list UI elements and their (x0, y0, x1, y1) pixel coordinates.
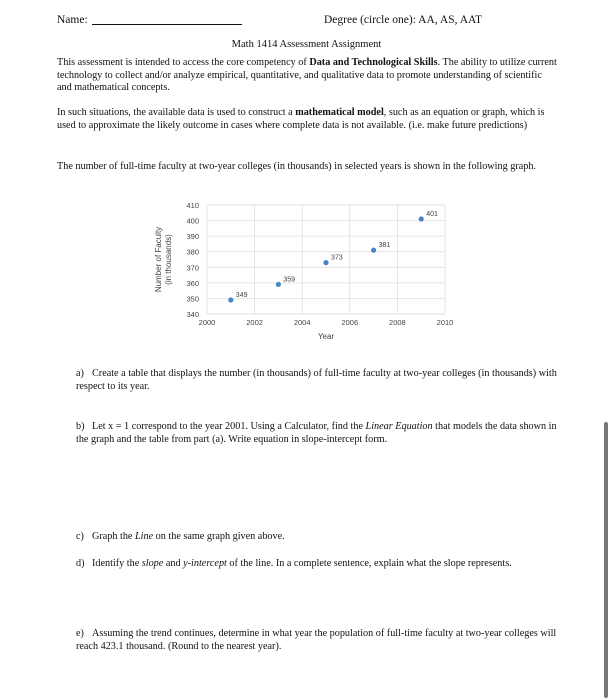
question-d-text-end: of the line. In a complete sentence, explain what the slope represents. (226, 558, 512, 569)
question-e-label: e) (76, 628, 84, 639)
x-tick-2004: 2004 (293, 318, 311, 327)
question-c-label: c) (76, 531, 84, 542)
data-label-2009: 401 (426, 211, 438, 219)
intro-p1-text: This assessment is intended to access the core competency of (57, 57, 310, 68)
chart-y-ticks (186, 201, 199, 319)
data-label-2007: 381 (378, 242, 391, 250)
question-d-italic-slope: slope (141, 558, 164, 569)
data-label-2005: 373 (331, 254, 343, 262)
question-d-text-and: and (163, 558, 184, 569)
name-field (57, 14, 242, 26)
intro-p1-bold: Data and Technological Skills (309, 57, 438, 68)
name-label: Name: (57, 14, 88, 26)
question-b-text-end: that models the data shown in the graph and the table from part (a). Write equation in slope-intercept form. (76, 421, 557, 445)
data-point-2007 (371, 248, 376, 253)
question-c (76, 530, 566, 543)
chart-x-ticks (199, 318, 454, 327)
question-d (76, 557, 566, 570)
name-blank-line (92, 24, 242, 25)
question-e (76, 627, 566, 653)
x-tick-2006: 2006 (341, 318, 359, 327)
x-tick-2002: 2002 (246, 318, 263, 327)
data-point-2003 (276, 282, 281, 287)
y-tick-360: 360 (186, 278, 199, 288)
x-tick-2010: 2010 (436, 318, 454, 327)
intro-paragraph-2 (57, 107, 557, 132)
intro-p2-bold: mathematical model (295, 107, 384, 118)
y-tick-350: 350 (186, 294, 199, 304)
faculty-scatter-chart (145, 192, 475, 347)
question-a-label: a) (76, 368, 84, 379)
x-tick-2000: 2000 (198, 318, 216, 327)
intro-p2-text-end: , such as an equation or graph, which is used to approximate the likely outcome in cases where complete data is not available. (i.e. make future predictions) (57, 107, 545, 131)
y-axis-label-line2: (in thousands) (164, 234, 173, 285)
question-a (76, 367, 566, 393)
question-a-text: Create a table that displays the number (in thousands) of full-time faculty at two-year colleges (in thousands) with respect to its year. (76, 368, 557, 392)
question-d-label: d) (76, 558, 85, 569)
data-point-2001 (228, 297, 233, 302)
question-b-label: b) (76, 421, 85, 432)
chart-points (228, 211, 438, 303)
question-b-italic: Linear Equation (365, 421, 433, 432)
question-c-text: Graph the (92, 531, 135, 542)
y-tick-390: 390 (186, 232, 199, 242)
question-c-text-end: on the same graph given above. (153, 531, 285, 542)
scrollbar[interactable] (604, 422, 608, 698)
intro-p2-text: In such situations, the available data is used to construct a (57, 107, 296, 118)
y-tick-380: 380 (186, 247, 199, 257)
x-axis-label: Year (317, 332, 335, 341)
degree-label: Degree (circle one): AA, AS, AAT (324, 14, 483, 26)
data-label-2001: 349 (235, 291, 248, 299)
data-label-2003: 359 (283, 276, 296, 284)
y-tick-340: 340 (186, 310, 199, 319)
intro-p1-text-end: . The ability to utilize current technology to collect and/or analyze empirical, quantitative, and qualitative data to promote understanding of scientific and mathematical concepts. (57, 57, 557, 94)
data-point-2005 (323, 260, 328, 265)
x-tick-2008: 2008 (389, 318, 406, 327)
question-b (76, 420, 566, 446)
question-d-italic-intercept: y-intercept (183, 558, 227, 569)
y-tick-400: 400 (186, 216, 199, 226)
question-d-text: Identify the (92, 558, 142, 569)
y-tick-410: 410 (186, 201, 199, 210)
y-axis-label-line1: Number of Faculty (154, 226, 163, 293)
data-point-2009 (419, 216, 424, 221)
intro-paragraph-3: The number of full-time faculty at two-year colleges (in thousands) in selected years is shown in the following graph. (57, 161, 536, 172)
question-b-text: Let x = 1 correspond to the year 2001. Using a Calculator, find the (92, 421, 366, 432)
page-title: Math 1414 Assessment Assignment (231, 39, 382, 50)
question-e-text: Assuming the trend continues, determine in what year the population of full-time faculty at two-year colleges will reach 423.1 thousand. (Round to the nearest year). (76, 628, 557, 652)
question-c-italic: Line (135, 531, 154, 542)
intro-paragraph-1 (57, 57, 557, 95)
y-tick-370: 370 (186, 263, 199, 273)
